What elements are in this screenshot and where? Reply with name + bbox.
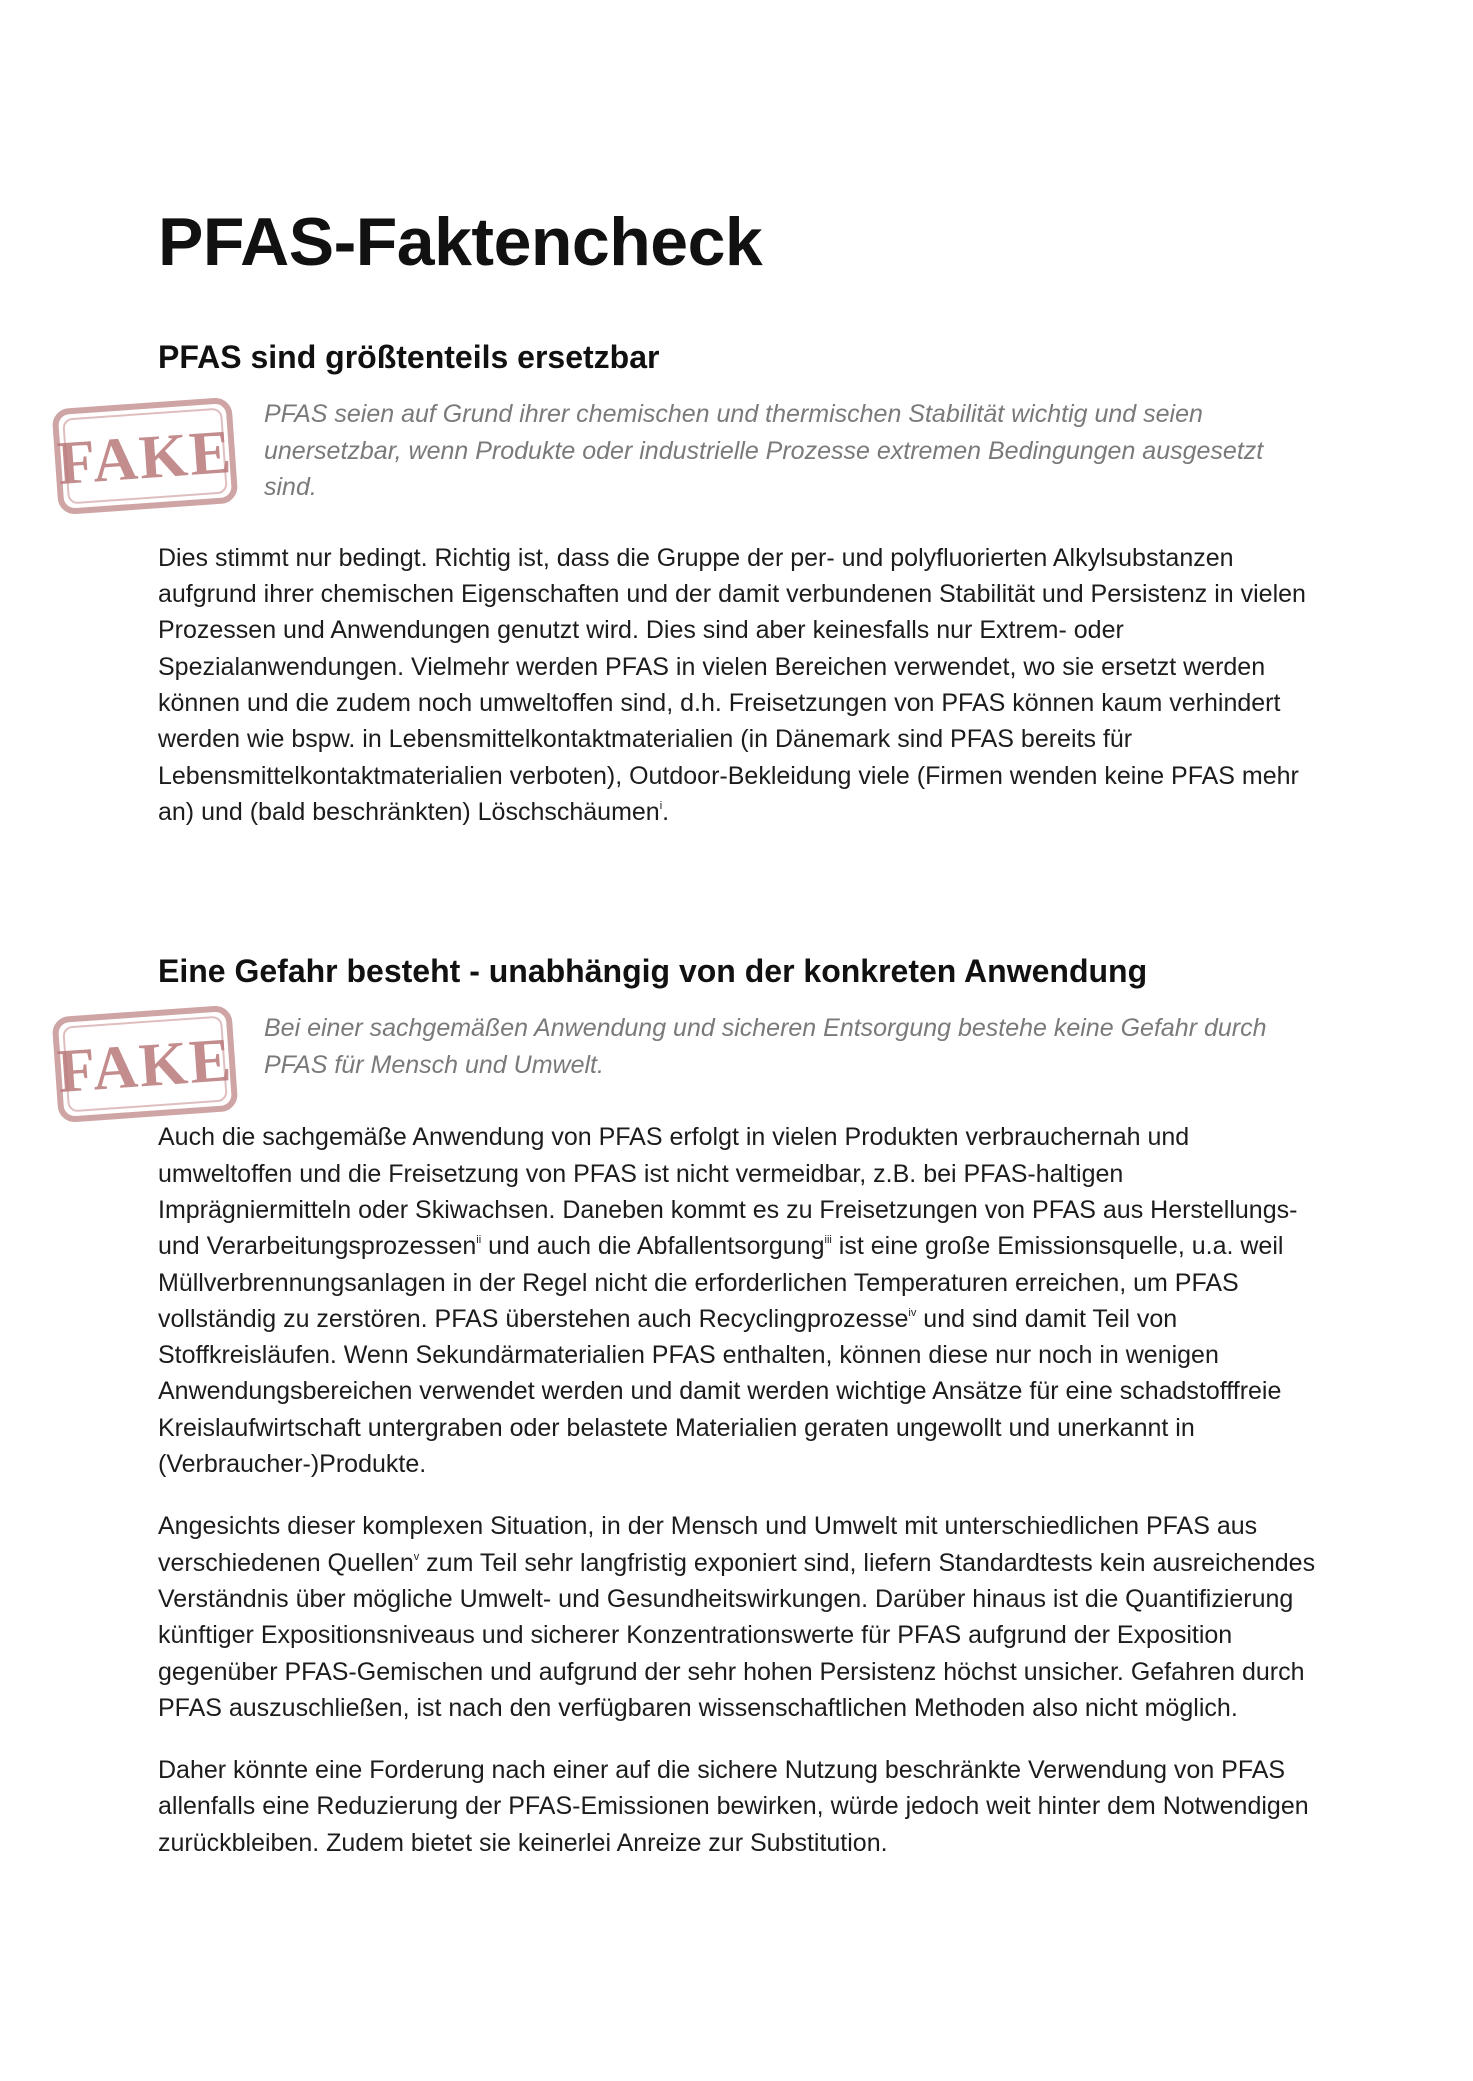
fake-stamp-icon <box>52 1002 238 1126</box>
section-heading: PFAS sind größtenteils ersetzbar <box>158 339 660 375</box>
footnote-ref[interactable]: i <box>659 799 663 812</box>
footnote-ref[interactable]: iii <box>824 1234 832 1247</box>
claim-quote: Bei einer sachgemäßen Anwendung und sicheren Entsorgung bestehe keine Gefahr durch PFAS für Mensch und Umwelt. <box>264 1014 1267 1079</box>
body-paragraph: Daher könnte eine Forderung nach einer auf die sichere Nutzung beschränkte Verwendung von PFAS allenfalls eine Reduzierung der PFAS-Emissionen bewirken, würde jedoch weit hinter dem Notwendigen zurückbleiben. Zudem bietet sie keinerlei Anreize zur Substitution. <box>158 1756 1309 1857</box>
claim-quote: PFAS seien auf Grund ihrer chemischen und thermischen Stabilität wichtig und seien unersetzbar, wenn Produkte oder industrielle Prozesse extremen Bedingungen ausgesetzt sind. <box>264 400 1264 502</box>
page-title: PFAS-Faktencheck <box>158 204 763 280</box>
section-gefahr <box>55 952 1318 1861</box>
fake-stamp-icon <box>52 394 238 518</box>
footnote-ref[interactable]: iv <box>908 1306 917 1319</box>
body-paragraph: Angesichts dieser komplexen Situation, in der Mensch und Umwelt mit unterschiedlichen PFAS aus verschiedenen Quellen$^v$ zum Teil sehr langfristig exponiert sind, liefern Standardtests kein ausreichendes Verständnis über mögliche Umwelt- und Gesundheitswirkungen. Darüber hinaus ist die Quantifizierung künftiger Expositionsniveaus und sicherer Konzentrationswerte für PFAS aufgrund der Exposition gegenüber PFAS-Gemischen und aufgrund der sehr hohen Persistenz höchst unsicher. Gefahren durch PFAS auszuschließen, ist nach den verfügbaren wissenschaftlichen Methoden also nicht möglich. <box>158 1512 1316 1722</box>
svg-text:FAKE: FAKE <box>55 1026 236 1107</box>
footnote-ref[interactable]: ii <box>476 1234 482 1247</box>
body-paragraph: Dies stimmt nur bedingt. Richtig ist, dass die Gruppe der per- und polyfluorierten Alkylsubstanzen aufgrund ihrer chemischen Eigenschaften und der damit verbundenen Stabilität und Persistenz in vielen Prozessen und Anwendungen genutzt wird. Dies sind aber keinesfalls nur Extrem- oder Spezialanwendungen. Vielmehr werden PFAS in vielen Bereichen verwendet, wo sie ersetzt werden können und die zudem noch umweltoffen sind, d.h. Freisetzungen von PFAS können kaum verhindert werden wie bspw. in Lebensmittelkontaktmaterialien (in Dänemark sind PFAS bereits für Lebensmittelkontaktmaterialien verboten), Outdoor-Bekleidung viele (Firmen wenden keine PFAS mehr an) und (bald beschränkten) Löschschäumen$^i$. <box>158 543 1306 826</box>
fake-claim-block <box>55 1010 1318 1107</box>
section-heading: Eine Gefahr besteht - unabhängig von der konkreten Anwendung <box>158 953 1148 989</box>
body-paragraph: Auch die sachgemäße Anwendung von PFAS erfolgt in vielen Produkten verbrauchernah und umweltoffen und die Freisetzung von PFAS ist nicht vermeidbar, z.B. bei PFAS-haltigen Imprägniermitteln oder Skiwachsen. Daneben kommt es zu Freisetzungen von PFAS aus Herstellungs- und Verarbeitungsprozessen$^{ii}$ und auch die Abfallentsorgung$^{iii}$ ist eine große Emissionsquelle, u.a. weil Müllverbrennungsanlagen in der Regel nicht die erforderlichen Temperaturen erreichen, um PFAS vollständig zu zerstören. PFAS überstehen auch Recyclingprozesse$^{iv}$ und sind damit Teil von Stoffkreisläufen. Wenn Sekundärmaterialien PFAS enthalten, können diese nur noch in wenigen Anwendungsbereichen verwendet werden und damit werden wichtige Ansätze für eine schadstofffreie Kreislaufwirtschaft untergraben oder belastete Materialien geraten ungewollt und unerkannt in (Verbraucher-)Produkte. <box>158 1123 1298 1479</box>
footnote-ref[interactable]: v <box>413 1550 420 1563</box>
fake-claim-block <box>55 396 1318 506</box>
section-ersetzbar <box>55 338 1318 830</box>
svg-text:FAKE: FAKE <box>55 418 236 499</box>
